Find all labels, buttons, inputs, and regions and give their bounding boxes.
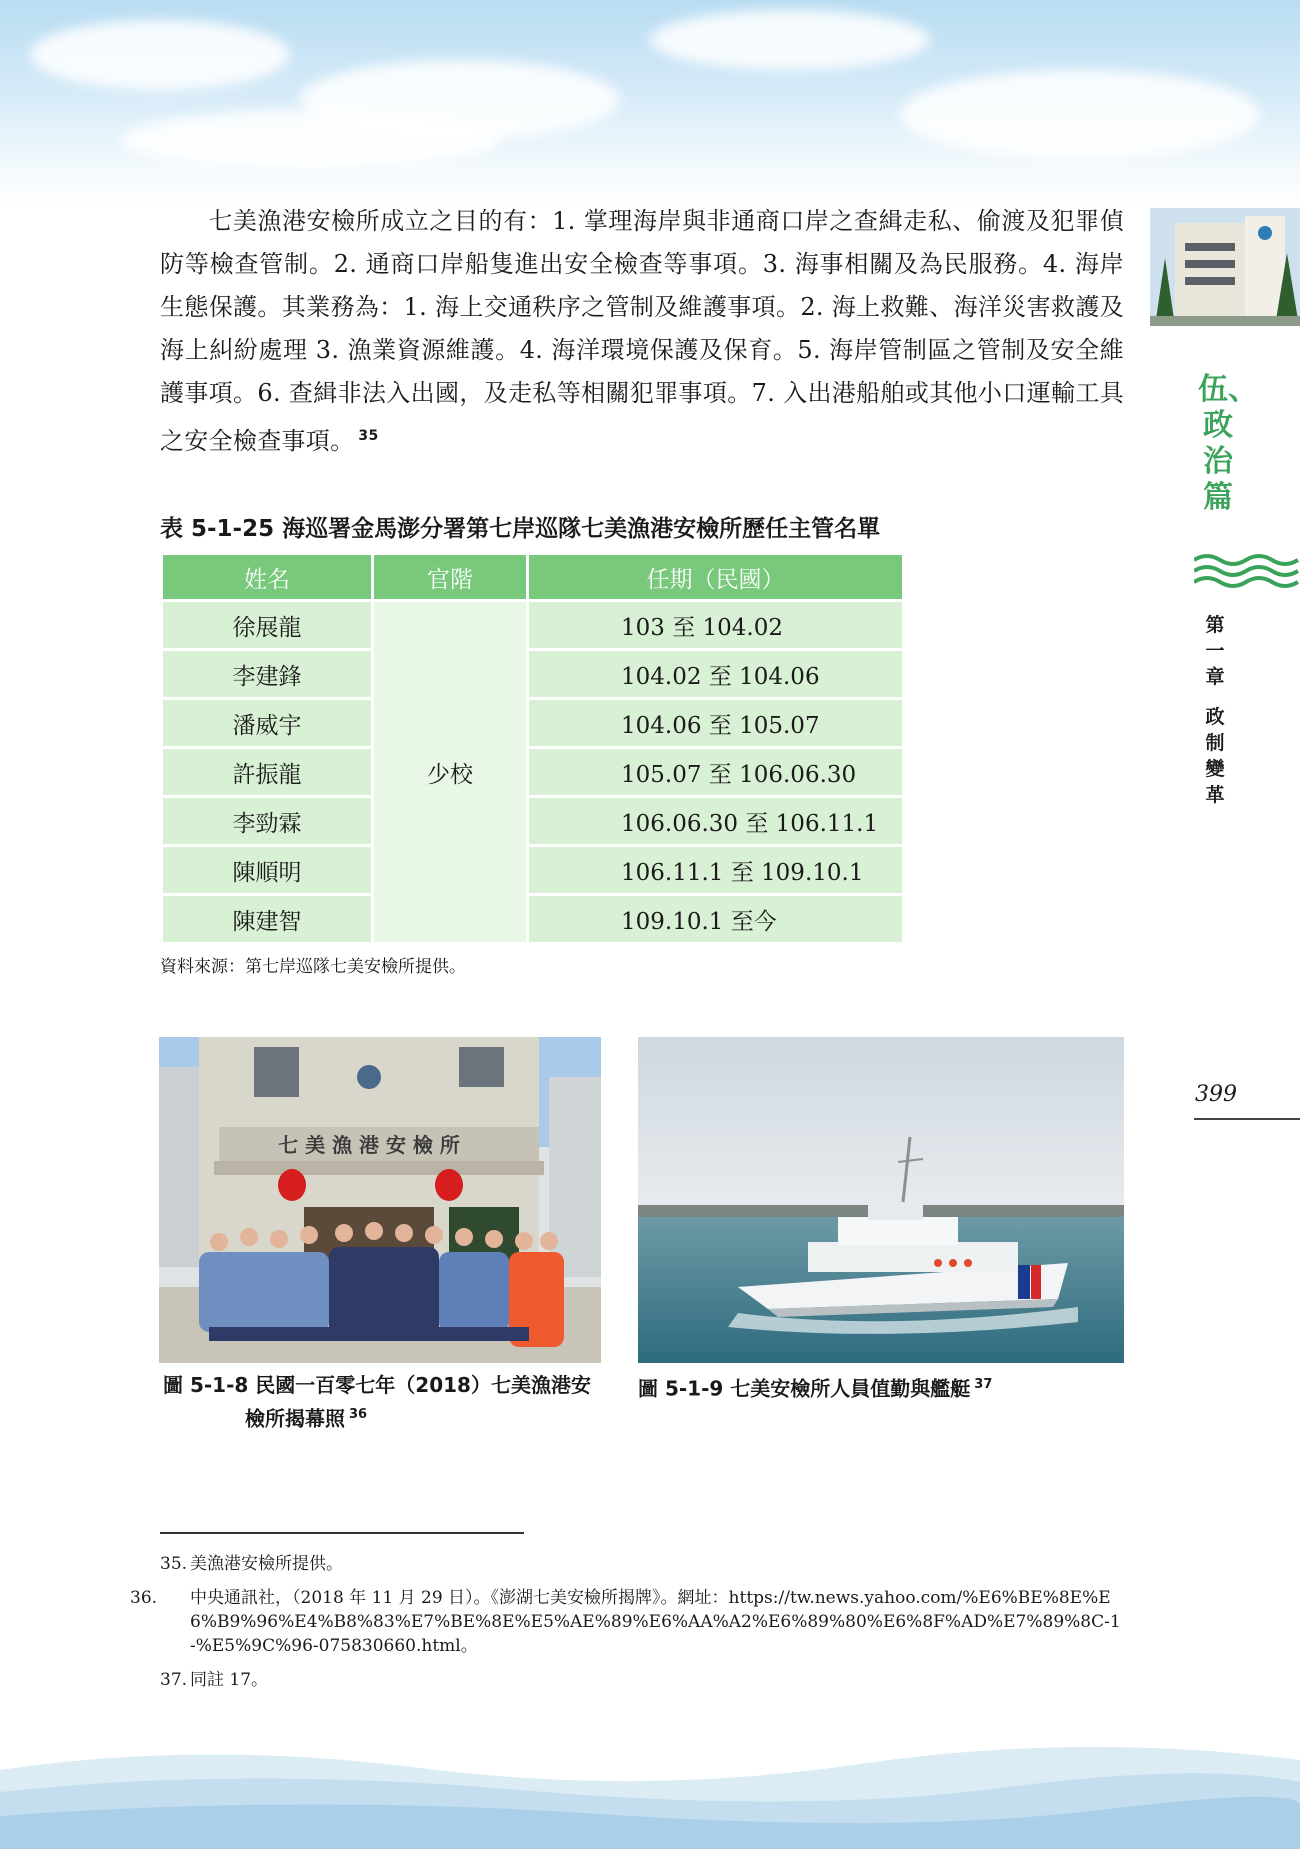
- building-thumbnail-image: [1150, 208, 1300, 326]
- cell-term: 104.02 至 104.06: [529, 651, 902, 697]
- station-inauguration-photo: [159, 1037, 601, 1363]
- footnote-ref-37[interactable]: 37: [974, 1377, 993, 1392]
- footnote-35: [160, 1552, 1124, 1576]
- cell-rank: 少校: [374, 602, 526, 942]
- chapter-char: 章: [1205, 666, 1225, 688]
- footnote-tail: 。: [460, 1636, 478, 1656]
- header-term: 任期（民國）: [529, 555, 902, 599]
- section-title: 伍、政治篇: [1198, 372, 1258, 515]
- cell-term: 109.10.1 至今: [529, 896, 902, 942]
- footnote-ref-36[interactable]: 36: [349, 1407, 368, 1422]
- chapter-char: 政: [1205, 706, 1225, 728]
- table-row: [163, 700, 902, 746]
- wave-ornament-icon: [1194, 552, 1300, 590]
- cell-term: 106.06.30 至 106.11.1: [529, 798, 902, 844]
- caption-line-1: 圖 5-1-9 七美安檢所人員值勤與艦艇: [638, 1376, 971, 1401]
- page-number-rule: [1194, 1118, 1300, 1120]
- footnote-number: 36.: [130, 1588, 158, 1608]
- commander-roster-table: [160, 552, 905, 945]
- chapter-label: [1200, 612, 1230, 808]
- chapter-char: 一: [1205, 640, 1225, 662]
- footnote-divider: [160, 1532, 524, 1534]
- chapter-char: 第: [1205, 614, 1225, 636]
- chapter-char: 制: [1205, 732, 1225, 754]
- station-sign-text: 七 美 漁 港 安 檢 所: [278, 1133, 460, 1157]
- footnote-text: 同註 17。: [190, 1670, 269, 1690]
- footnote-36: [130, 1586, 1124, 1658]
- page-number: 399: [1195, 1082, 1237, 1107]
- table-row: [163, 651, 902, 697]
- cell-name: 徐展龍: [163, 602, 371, 648]
- table-row: [163, 798, 902, 844]
- footnotes: [130, 1552, 1124, 1702]
- cell-name: 陳建智: [163, 896, 371, 942]
- cell-name: 許振龍: [163, 749, 371, 795]
- cell-name: 潘威宇: [163, 700, 371, 746]
- table-row: [163, 602, 902, 648]
- table-row: [163, 749, 902, 795]
- table-row: [163, 896, 902, 942]
- sky-header-background: [0, 0, 1300, 210]
- cell-term: 103 至 104.02: [529, 602, 902, 648]
- patrol-boat-photo: [638, 1037, 1124, 1363]
- cell-name: 陳順明: [163, 847, 371, 893]
- figure-caption-5-1-8: [163, 1370, 603, 1434]
- footnote-number: 37.: [160, 1670, 188, 1690]
- chapter-char: 革: [1205, 784, 1225, 806]
- cell-name: 李勁霖: [163, 798, 371, 844]
- footnote-text: 美漁港安檢所提供。: [190, 1554, 343, 1574]
- chapter-char: 變: [1205, 758, 1225, 780]
- figure-caption-5-1-9: [638, 1370, 1124, 1404]
- cell-name: 李建鋒: [163, 651, 371, 697]
- header-rank: 官階: [374, 555, 526, 599]
- table-source-note: 資料來源：第七岸巡隊七美安檢所提供。: [160, 957, 466, 977]
- cell-term: 104.06 至 105.07: [529, 700, 902, 746]
- header-name: 姓名: [163, 555, 371, 599]
- footnote-number: 35.: [160, 1554, 188, 1574]
- cell-term: 106.11.1 至 109.10.1: [529, 847, 902, 893]
- caption-line-1: 圖 5-1-8 民國一百零七年（2018）七美漁港安: [163, 1373, 591, 1397]
- intro-paragraph-text: 七美漁港安檢所成立之目的有：1. 掌理海岸與非通商口岸之查緝走私、偷渡及犯罪偵防等檢查管制。2. 通商口岸船隻進出安全檢查等事項。3. 海事相關及為民服務。4. 海岸生態保護。其業務為：1. 海上交通秩序之管制及維護事項。2. 海上救難、海洋災害救護及海上糾紛處理 3. 漁業資源維護。4. 海洋環境保護及保育。5. 海岸管制區之管制及安全維護事項。6. 查緝非法入出國，及走私等相關犯罪事項。7. 入出港船舶或其他小口運輸工具之安全檢查事項。: [160, 207, 1124, 455]
- footer-wave-background: [0, 1730, 1300, 1849]
- footnote-text: 中央通訊社，（2018 年 11 月 29 日）。《澎湖七美安檢所揭牌》。網址：: [190, 1588, 729, 1608]
- cell-term: 105.07 至 106.06.30: [529, 749, 902, 795]
- footnote-37: [160, 1668, 1124, 1692]
- intro-paragraph: [160, 200, 1124, 463]
- table-row: [163, 847, 902, 893]
- table-title: 表 5-1-25 海巡署金馬澎分署第七岸巡隊七美漁港安檢所歷任主管名單: [160, 516, 881, 542]
- footnote-url-link[interactable]: https://tw.news.yahoo.com/%E6%BE%8E%E6%B9%96%E4%B8%83%E7%BE%8E%E5%AE%89%E6%AA%A2%E6%89%80%E6%8F%AD%E7%89%8C-1-%E5%9C%96-075830660.html: [190, 1588, 1121, 1656]
- caption-line-2: 檢所揭幕照: [245, 1406, 345, 1431]
- footnote-ref-35[interactable]: 35: [358, 428, 379, 444]
